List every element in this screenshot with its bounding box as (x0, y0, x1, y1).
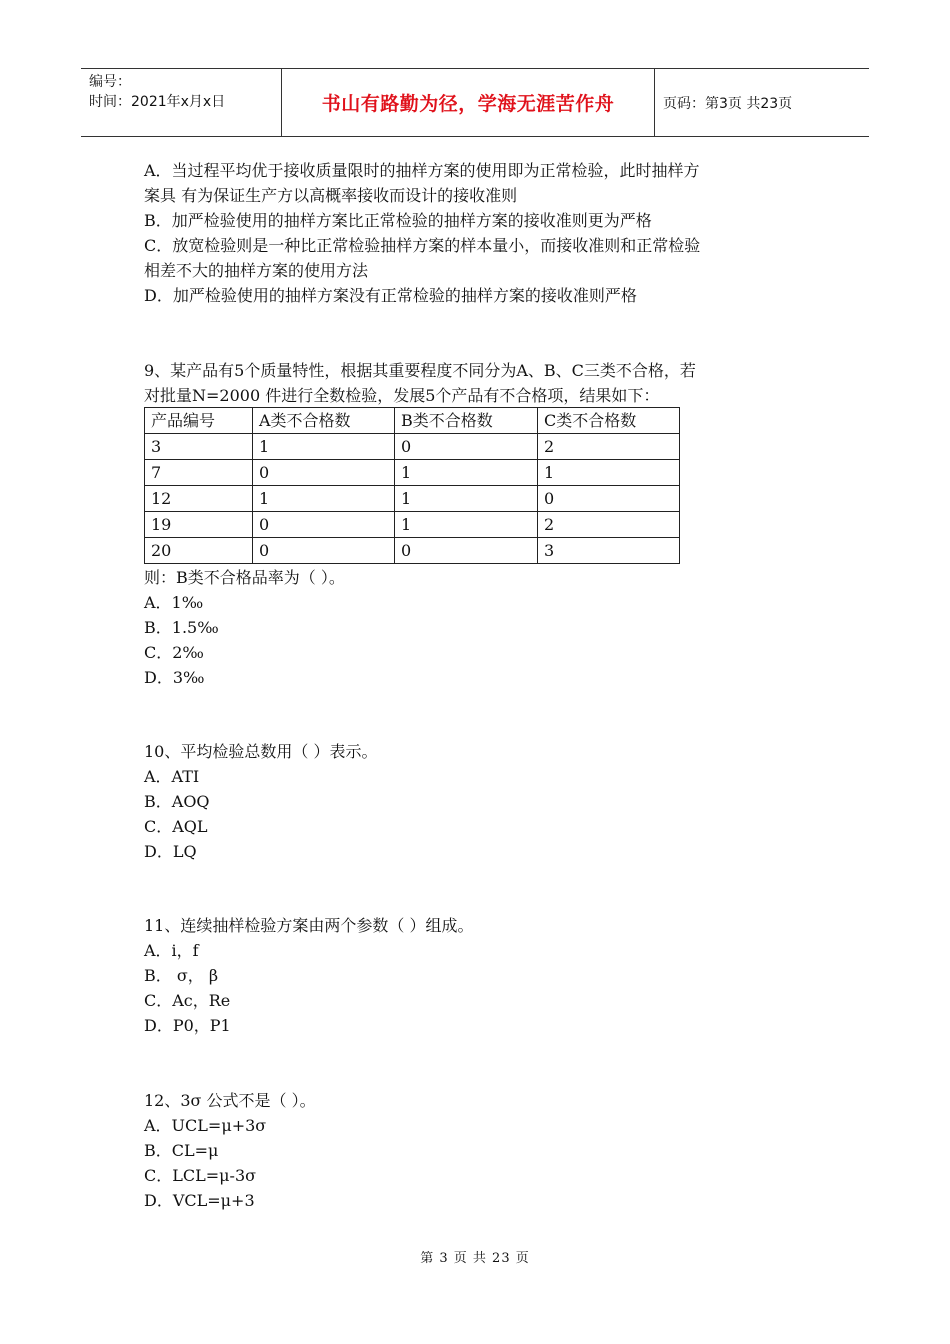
q10-option-a: A．ATI (144, 767, 200, 786)
page-footer: 第 3 页 共 23 页 (420, 1251, 530, 1266)
header-motto: 书山有路勤为径，学海无涯苦作舟 (321, 93, 615, 115)
table-cell: 7 (145, 460, 253, 486)
table-cell: 0 (253, 460, 395, 486)
q10-stem: 10、平均检验总数用（ ）表示。 (144, 742, 378, 761)
q11-option-a: A．i，f (144, 941, 199, 960)
table-row (145, 460, 680, 486)
q10-option-d: D．LQ (144, 842, 197, 861)
table-cell: 1 (395, 486, 538, 512)
table-cell: 2 (538, 512, 680, 538)
table-cell: 1 (395, 460, 538, 486)
time-label: 时间：2021年x月x日 (89, 94, 226, 110)
table-header-cell: B类不合格数 (395, 408, 538, 434)
q8-option-c-line2: 相差不大的抽样方案的使用方法 (144, 261, 369, 280)
q10-option-b: B．AOQ (144, 792, 210, 811)
q9-stem-line2: 对批量N=2000 件进行全数检验，发展5个产品有不合格项，结果如下： (144, 386, 660, 405)
table-cell: 0 (253, 512, 395, 538)
q11-option-c: C．Ac，Re (144, 991, 231, 1010)
q8-option-a-line2: 案具 有为保证生产方以高概率接收而设计的接收准则 (144, 186, 518, 205)
q11-option-d: D．P0，P1 (144, 1016, 231, 1035)
q12-option-b: B．CL=μ (144, 1141, 219, 1160)
q11-stem: 11、连续抽样检验方案由两个参数（ ）组成。 (144, 916, 474, 935)
table-cell: 1 (538, 460, 680, 486)
table-header-cell: A类不合格数 (253, 408, 395, 434)
header-page-code: 页码：第3页 共23页 (663, 95, 793, 112)
table-cell: 12 (145, 486, 253, 512)
q9-stem-line1: 9、某产品有5个质量特性，根据其重要程度不同分为A、B、C三类不合格，若 (144, 361, 696, 380)
table-cell: 19 (145, 512, 253, 538)
q12-option-a: A．UCL=μ+3σ (144, 1116, 267, 1135)
table-header-cell: C类不合格数 (538, 408, 680, 434)
q8-option-b: B．加严检验使用的抽样方案比正常检验的抽样方案的接收准则更为严格 (144, 211, 652, 230)
table-header-cell: 产品编号 (145, 408, 253, 434)
q9-option-b: B．1.5‰ (144, 618, 219, 637)
defect-table (144, 407, 680, 564)
header-motto-cell (282, 69, 655, 136)
q12-stem: 12、3σ 公式不是（ ）。 (144, 1091, 316, 1110)
table-cell: 0 (395, 434, 538, 460)
table-cell: 3 (538, 538, 680, 564)
table-cell: 1 (395, 512, 538, 538)
table-cell: 2 (538, 434, 680, 460)
q8-option-d: D．加严检验使用的抽样方案没有正常检验的抽样方案的接收准则严格 (144, 286, 637, 305)
q9-option-d: D．3‰ (144, 668, 205, 687)
q9-option-c: C．2‰ (144, 643, 204, 662)
q10-option-c: C．AQL (144, 817, 208, 836)
table-row (145, 512, 680, 538)
table-cell: 3 (145, 434, 253, 460)
page-header (81, 68, 869, 137)
number-label: 编号： (89, 74, 131, 90)
table-cell: 0 (538, 486, 680, 512)
table-cell: 1 (253, 486, 395, 512)
table-header-row (145, 408, 680, 434)
q12-option-c: C．LCL=μ-3σ (144, 1166, 257, 1185)
table-cell: 0 (253, 538, 395, 564)
table-row (145, 538, 680, 564)
table-row (145, 486, 680, 512)
table-row (145, 434, 680, 460)
q8-option-a-line1: A．当过程平均优于接收质量限时的抽样方案的使用即为正常检验，此时抽样方 (144, 161, 700, 180)
q11-option-b: B． σ， β (144, 966, 219, 985)
table-cell: 1 (253, 434, 395, 460)
q12-option-d: D．VCL=μ+3 (144, 1191, 255, 1210)
table-cell: 0 (395, 538, 538, 564)
q9-option-a: A．1‰ (144, 593, 204, 612)
table-cell: 20 (145, 538, 253, 564)
q8-option-c-line1: C．放宽检验则是一种比正常检验抽样方案的样本量小，而接收准则和正常检验 (144, 236, 701, 255)
q9-question: 则：B类不合格品率为（ ）。 (144, 568, 345, 587)
header-meta (81, 69, 282, 136)
